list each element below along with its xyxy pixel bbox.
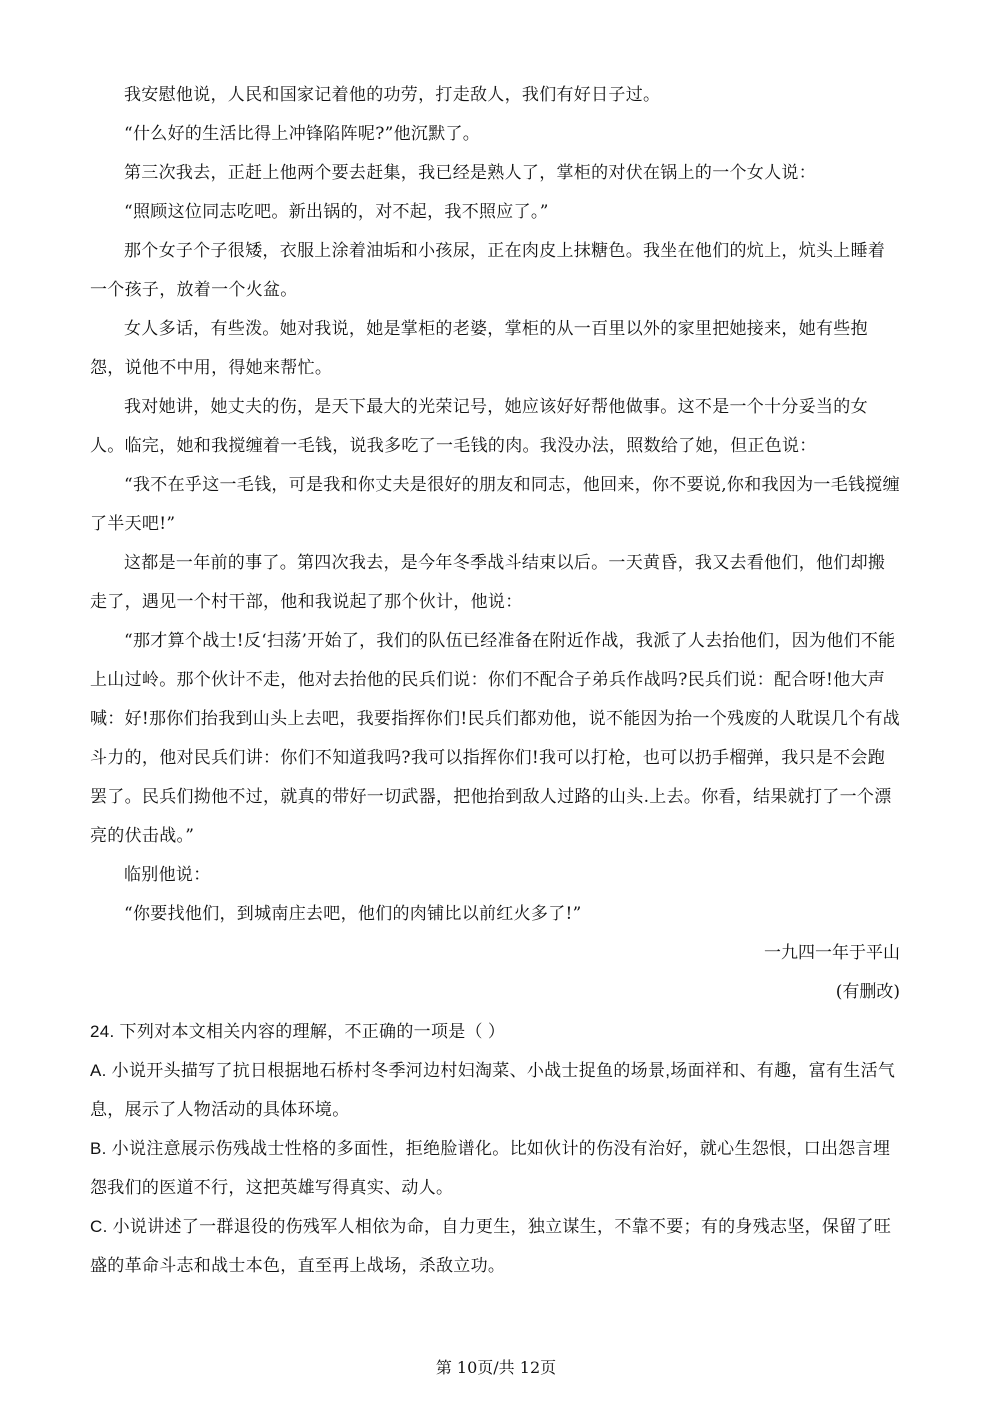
- story-paragraph-4: “照顾这位同志吃吧。新出锅的，对不起，我不照应了。”: [124, 202, 549, 222]
- option-c: C. 小说讲述了一群退役的伤残军人相依为命，自力更生，独立谋生，不靠不要；有的身残志坚，保留了旺盛的革命斗志和战士本色，直至再上战场，杀敌立功。: [90, 1217, 892, 1275]
- story-paragraph-12: “你要找他们，到城南庄去吧，他们的肉铺比以前红火多了!”: [124, 904, 582, 924]
- story-paragraph-1: 我安慰他说，人民和国家记着他的功劳，打走敌人，我们有好日子过。: [124, 85, 661, 105]
- page-footer: 第 10页/共 12页: [435, 1358, 557, 1377]
- story-paragraph-7: 我对她讲，她丈夫的伤，是天下最大的光荣记号，她应该好好帮他做事。这不是一个十分妥当的女人。临完，她和我搅缠着一毛钱，说我多吃了一毛钱的肉。我没办法，照数给了她，但正色说：: [90, 397, 868, 456]
- option-b: B. 小说注意展示伤残战士性格的多面性，拒绝脸谱化。比如伙计的伤没有治好，就心生怨恨，口出怨言埋怨我们的医道不行，这把英雄写得真实、动人。: [90, 1139, 891, 1197]
- story-paragraph-11: 临别他说：: [124, 865, 211, 885]
- story-paragraph-5: 那个女子个子很矮，衣服上涂着油垢和小孩尿，正在肉皮上抹糖色。我坐在他们的炕上，炕头上睡着一个孩子，放着一个火盆。: [90, 241, 886, 300]
- story-paragraph-3: 第三次我去，正赶上他两个要去赶集，我已经是熟人了，掌柜的对伏在锅上的一个女人说：: [124, 163, 816, 183]
- story-paragraph-2: “什么好的生活比得上冲锋陷阵呢?”他沉默了。: [124, 124, 481, 144]
- story-paragraph-9: 这都是一年前的事了。第四次我去，是今年冬季战斗结束以后。一天黄昏，我又去看他们，他们却搬走了，遇见一个村干部，他和我说起了那个伙计，他说：: [90, 553, 886, 612]
- dateline: 一九四一年于平山: [764, 943, 900, 963]
- question-stem: 24. 下列对本文相关内容的理解，不正确的一项是（ ）: [90, 1022, 506, 1041]
- option-a: A. 小说开头描写了抗日根据地石桥村冬季河边村妇淘菜、小战士捉鱼的场景,场面祥和、有趣，富有生活气息，展示了人物活动的具体环境。: [90, 1061, 896, 1119]
- story-paragraph-10: “那才算个战士!反‘扫荡’开始了，我们的队伍已经准备在附近作战，我派了人去抬他们，因为他们不能上山过岭。那个伙计不走，他对去抬他的民兵们说：你们不配合子弟兵作战吗?民兵们说：配合呀!他大声喊：好!那你们抬我到山头上去吧，我要指挥你们!民兵们都劝他，说不能因为抬一个残废的人耽误几个有战斗力的，他对民兵们讲：你们不知道我吗?我可以指挥你们!我可以打枪，也可以扔手榴弹，我只是不会跑罢了。民兵们拗他不过，就真的带好一切武器，把他抬到敌人过路的山头.上去。你看，结果就打了一个漂亮的伏击战。”: [90, 631, 901, 846]
- story-paragraph-8: “我不在乎这一毛钱，可是我和你丈夫是很好的朋友和同志，他回来，你不要说,你和我因为一毛钱搅缠了半天吧!”: [90, 475, 900, 534]
- story-paragraph-6: 女人多话，有些泼。她对我说，她是掌柜的老婆，掌柜的从一百里以外的家里把她接来，她有些抱怨，说他不中用，得她来帮忙。: [90, 319, 868, 378]
- edit-note: (有删改): [835, 982, 900, 1002]
